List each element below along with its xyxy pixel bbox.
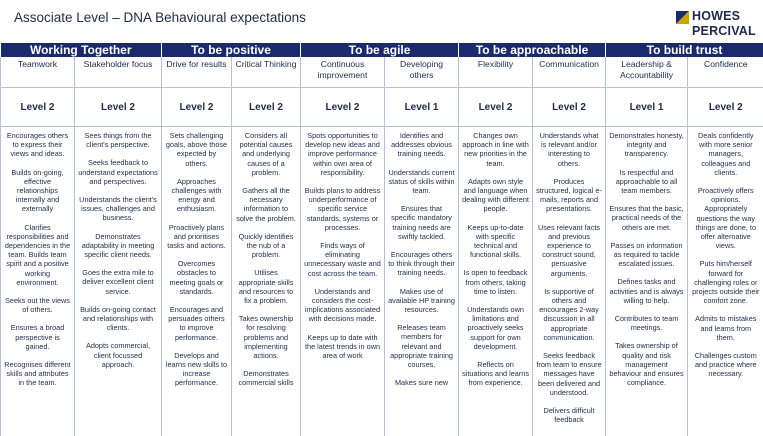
description-row [1,127,763,436]
logo-text-line1: HOWES [692,9,740,23]
behaviour-statement: Takes ownership for resolving problems and implementing actions. [235,314,297,360]
behaviour-statement: Builds on-going, effective relationships internally and externally [4,168,71,214]
behaviour-statement: Encourages others to express their views and ideas. [4,131,71,159]
level-row [1,88,763,127]
competency-name: Critical Thinking [232,57,301,88]
behaviour-statement: Seeks out the views of others. [4,296,71,314]
behaviour-matrix [0,43,763,436]
behaviour-statement: Overcomes obstacles to meeting goals or standards. [165,259,228,296]
behaviour-statement: Makes sure new [388,378,455,387]
behaviour-statement: Understands what is relevant and/or interesting to others. [536,131,602,168]
group-header: Working Together [1,43,162,57]
description-cell [162,127,232,436]
behaviour-statement: Recognises different skills and attributes in the team. [4,360,71,388]
behaviour-statement: Uses relevant facts and previous experience to construct sound, persuasive arguments. [536,223,602,278]
behaviour-statement: Builds plans to address underperformance of specific service standards, systems or processes. [304,186,381,232]
description-cell [533,127,606,436]
competency-name: Flexibility [459,57,533,88]
level-label: Level 2 [75,88,162,127]
description-cell [606,127,688,436]
behaviour-statement: Takes ownership of quality and risk management behaviour and ensures compliance. [609,341,684,387]
behaviour-statement: Seeks feedback from team to ensure messages have been delivered and understood. [536,351,602,397]
group-header: To be approachable [459,43,606,57]
behaviour-statement: Approaches challenges with energy and enthusiasm. [165,177,228,214]
behaviour-statement: Finds ways of eliminating unnecessary waste and cost across the team. [304,241,381,278]
behaviour-statement: Understands own limitations and proactively seeks support for own development. [462,305,529,351]
behaviour-statement: Clarifies responsibilities and dependencies in the team. Builds team spirit and a positive working environment. [4,223,71,287]
competency-name: Stakeholder focus [75,57,162,88]
logo-text-line2: PERCIVAL [692,24,756,38]
behaviour-statement: Passes on information as required to tackle escalated issues. [609,241,684,269]
competency-name: Developing others [385,57,459,88]
competency-name: Continuous improvement [301,57,385,88]
behaviour-statement: Ensures that the basic, practical needs of the others are met. [609,204,684,232]
description-cell [232,127,301,436]
competency-name: Leadership & Accountability [606,57,688,88]
description-cell [385,127,459,436]
company-logo [676,8,758,40]
behaviour-statement: Gathers all the necessary information to solve the problem. [235,186,297,223]
description-cell [1,127,75,436]
behaviour-statement: Demonstrates adaptability in meeting specific client needs. [78,232,158,260]
group-header: To build trust [606,43,763,57]
description-cell [301,127,385,436]
competency-name: Teamwork [1,57,75,88]
level-label: Level 2 [301,88,385,127]
behaviour-statement: Adopts commercial, client focussed approach. [78,341,158,369]
behaviour-statement: Develops and learns new skills to increase performance. [165,351,228,388]
behaviour-statement: Spots opportunities to develop new ideas and improve performance within own area of responsibility. [304,131,381,177]
level-label: Level 2 [1,88,75,127]
behaviour-statement: Contributes to team meetings. [609,314,684,332]
behaviour-statement: Identifies and addresses obvious training needs. [388,131,455,159]
behaviour-statement: Ensures a broad perspective is gained. [4,323,71,351]
behaviour-statement: Is open to feedback from others, taking time to listen. [462,268,529,296]
behaviour-statement: Considers all potential causes and underlying causes of a problem. [235,131,297,177]
behaviour-statement: Puts him/herself forward for challenging roles or projects outside their comfort zone. [691,259,761,305]
group-header-row [1,43,763,57]
page-title: Associate Level – DNA Behavioural expectations [14,10,306,25]
competency-name: Drive for results [162,57,232,88]
level-label: Level 2 [688,88,763,127]
behaviour-statement: Deals confidently with more senior managers, colleagues and clients. [691,131,761,177]
behaviour-statement: Utilises appropriate skills and resources to fix a problem. [235,268,297,305]
competency-row [1,57,763,88]
group-header: To be positive [162,43,301,57]
behaviour-statement: Ensures that specific mandatory training needs are swiftly tackled. [388,204,455,241]
behaviour-statement: Goes the extra mile to deliver excellent client service. [78,268,158,296]
description-cell [688,127,763,436]
behaviour-statement: Understands the client's issues, challenges and business. [78,195,158,223]
behaviour-statement: Produces structured, logical e-mails, reports and presentations. [536,177,602,214]
behaviour-statement: Challenges custom and practice where necessary. [691,351,761,379]
behaviour-statement: Changes own approach in line with new priorities in the team. [462,131,529,168]
behaviour-statement: Demonstrates honesty, integrity and transparency. [609,131,684,159]
level-label: Level 1 [606,88,688,127]
description-cell [75,127,162,436]
behaviour-statement: Understands current status of skills within team. [388,168,455,196]
behaviour-statement: Seeks feedback to understand expectations and perspectives. [78,158,158,186]
level-label: Level 2 [459,88,533,127]
competency-name: Confidence [688,57,763,88]
behaviour-statement: Is respectful and approachable to all team members. [609,168,684,196]
description-cell [459,127,533,436]
behaviour-statement: Makes use of available HP training resources. [388,287,455,315]
behaviour-statement: Understands and considers the cost-implications associated with decisions made. [304,287,381,324]
level-label: Level 2 [533,88,606,127]
competency-name: Communication [533,57,606,88]
behaviour-statement: Keeps up to date with the latest trends in own area of work [304,333,381,361]
behaviour-statement: Keeps up-to-date with specific technical and functional skills. [462,223,529,260]
group-header: To be agile [301,43,459,57]
behaviour-statement: Proactively offers opinions. Appropriately questions the way things are done, to offer alternative views. [691,186,761,250]
behaviour-statement: Adapts own style and language when dealing with different people. [462,177,529,214]
behaviour-statement: Encourages and persuades others to improve performance. [165,305,228,342]
behaviour-statement: Defines tasks and activities and is always willing to help. [609,277,684,305]
behaviour-statement: Sets challenging goals, above those expected by others. [165,131,228,168]
behaviour-statement: Builds on-going contact and relationships with clients. [78,305,158,333]
behaviour-statement: Proactively plans and prioritises tasks and actions. [165,223,228,251]
behaviour-statement: Delivers difficult feedback [536,406,602,424]
behaviour-statement: Sees things from the client's perspective. [78,131,158,149]
behaviour-statement: Is supportive of others and encourages 2-way discussion in all appropriate communication. [536,287,602,342]
behaviour-statement: Releases team members for relevant and appropriate training courses. [388,323,455,369]
behaviour-statement: Quickly identifies the nub of a problem. [235,232,297,260]
behaviour-statement: Encourages others to think through their training needs. [388,250,455,278]
behaviour-statement: Reflects on situations and learns from experience. [462,360,529,388]
behaviour-statement: Demonstrates commercial skills [235,369,297,387]
logo-mark-icon [676,11,689,24]
level-label: Level 2 [162,88,232,127]
level-label: Level 2 [232,88,301,127]
level-label: Level 1 [385,88,459,127]
behaviour-statement: Admits to mistakes and learns from them. [691,314,761,342]
